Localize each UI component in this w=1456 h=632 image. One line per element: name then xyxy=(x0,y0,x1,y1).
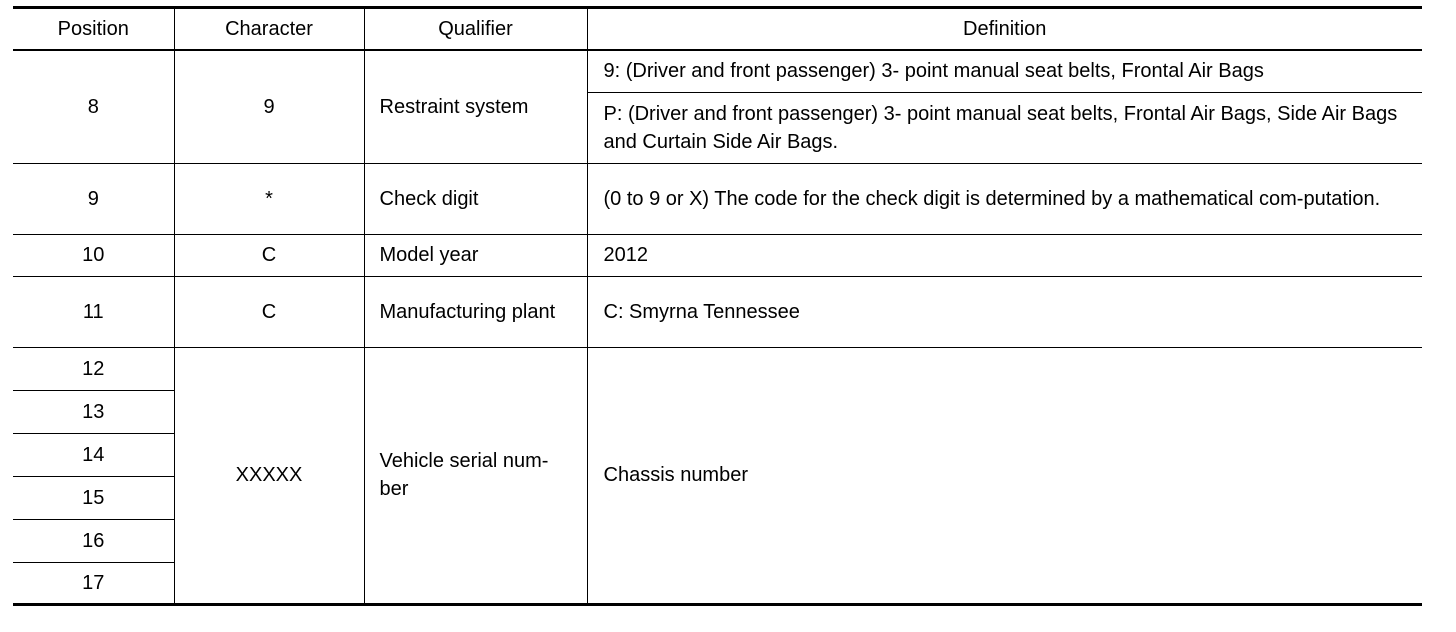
qualifier-cell: Check digit xyxy=(364,163,587,234)
header-row xyxy=(13,8,1422,51)
position-cell: 14 xyxy=(13,433,174,476)
table-row xyxy=(13,163,1422,234)
definition-cell: C: Smyrna Tennessee xyxy=(587,276,1422,347)
header-character: Character xyxy=(174,8,364,51)
position-cell: 17 xyxy=(13,562,174,604)
qualifier-cell: Manufacturing plant xyxy=(364,276,587,347)
definition-cell: 9: (Driver and front passenger) 3- point manual seat belts, Frontal Air Bags xyxy=(587,50,1422,92)
position-cell: 8 xyxy=(13,50,174,163)
definition-cell: 2012 xyxy=(587,234,1422,276)
character-cell: C xyxy=(174,234,364,276)
header-position: Position xyxy=(13,8,174,51)
definition-cell: Chassis number xyxy=(587,347,1422,604)
header-qualifier: Qualifier xyxy=(364,8,587,51)
position-cell: 13 xyxy=(13,390,174,433)
definition-cell: (0 to 9 or X) The code for the check digit is determined by a mathematical com-putation. xyxy=(587,163,1422,234)
qualifier-cell: Vehicle serial num-ber xyxy=(364,347,587,604)
position-cell: 11 xyxy=(13,276,174,347)
position-cell: 16 xyxy=(13,519,174,562)
qualifier-cell: Restraint system xyxy=(364,50,587,163)
vin-code-table xyxy=(13,6,1422,606)
position-cell: 15 xyxy=(13,476,174,519)
table-row xyxy=(13,234,1422,276)
table-row xyxy=(13,276,1422,347)
table-row xyxy=(13,347,1422,390)
table-row xyxy=(13,50,1422,92)
character-cell: * xyxy=(174,163,364,234)
character-cell: 9 xyxy=(174,50,364,163)
character-cell: C xyxy=(174,276,364,347)
qualifier-cell: Model year xyxy=(364,234,587,276)
header-definition: Definition xyxy=(587,8,1422,51)
position-cell: 10 xyxy=(13,234,174,276)
position-cell: 12 xyxy=(13,347,174,390)
character-cell: XXXXX xyxy=(174,347,364,604)
position-cell: 9 xyxy=(13,163,174,234)
definition-cell: P: (Driver and front passenger) 3- point manual seat belts, Frontal Air Bags, Side Air Bags and Curtain Side Air Bags. xyxy=(587,92,1422,163)
